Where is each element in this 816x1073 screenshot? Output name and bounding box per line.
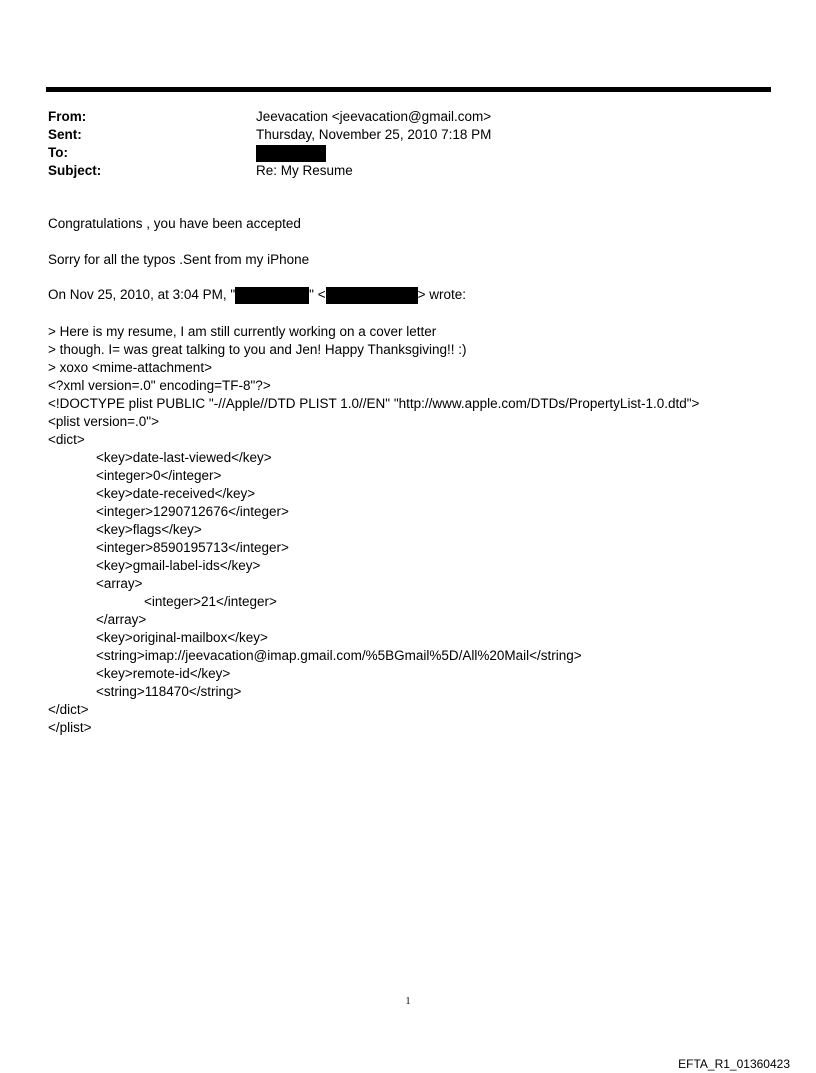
quoted-line: <string>118470</string>: [96, 684, 242, 699]
quoted-line: > though. I= was great talking to you and Jen! Happy Thanksgiving!! :): [48, 342, 467, 357]
quote-prefix: On Nov 25, 2010, at 3:04 PM, ": [48, 287, 236, 302]
quoted-message-block: [48, 323, 788, 737]
quoted-line: <key>original-mailbox</key>: [96, 630, 268, 645]
redaction-box: [326, 287, 418, 304]
quoted-line: > xoxo <mime-attachment>: [48, 360, 212, 375]
quoted-line: <key>flags</key>: [96, 522, 202, 537]
quoted-line: <!DOCTYPE plist PUBLIC "-//Apple//DTD PLIST 1.0//EN" "http://www.apple.com/DTDs/PropertyList-1.0.dtd">: [48, 396, 700, 411]
from-value: Jeevacation <jeevacation@gmail.com>: [256, 109, 492, 124]
quote-attribution: [48, 286, 788, 304]
message-line-congratulations: Congratulations , you have been accepted: [48, 216, 301, 231]
sent-label: Sent:: [48, 127, 82, 142]
quote-mid: " <: [309, 287, 326, 302]
quoted-line: <key>date-last-viewed</key>: [96, 450, 272, 465]
quoted-line: <plist version=.0">: [48, 414, 159, 429]
quoted-line: <array>: [96, 576, 143, 591]
email-header: [48, 108, 768, 180]
subject-value: Re: My Resume: [256, 163, 353, 178]
message-line-signature: Sorry for all the typos .Sent from my iPhone: [48, 252, 310, 267]
to-value: [256, 144, 326, 162]
quoted-line: > Here is my resume, I am still currently working on a cover letter: [48, 324, 437, 339]
quoted-line: <integer>8590195713</integer>: [96, 540, 289, 555]
document-id: EFTA_R1_01360423: [678, 1057, 790, 1071]
redaction-box: [256, 145, 326, 162]
quoted-line: <key>date-received</key>: [96, 486, 256, 501]
redaction-box: [235, 287, 309, 304]
quoted-line: <integer>21</integer>: [144, 594, 277, 609]
quoted-line: <key>gmail-label-ids</key>: [96, 558, 261, 573]
header-divider-rule: [46, 87, 771, 92]
quoted-line: <integer>1290712676</integer>: [96, 504, 289, 519]
quoted-line: <?xml version=.0" encoding=TF-8"?>: [48, 378, 271, 393]
quoted-line: <string>imap://jeevacation@imap.gmail.com/%5BGmail%5D/All%20Mail</string>: [96, 648, 582, 663]
header-sent-row: [48, 126, 768, 144]
sent-value: Thursday, November 25, 2010 7:18 PM: [256, 127, 492, 142]
quote-suffix: > wrote:: [417, 287, 466, 302]
quoted-line: <key>remote-id</key>: [96, 666, 231, 681]
header-from-row: [48, 108, 768, 126]
quoted-line: </dict>: [48, 702, 89, 717]
subject-label: Subject:: [48, 163, 102, 178]
quoted-line: <dict>: [48, 432, 85, 447]
quoted-line: </plist>: [48, 720, 92, 735]
to-label: To:: [48, 145, 68, 160]
header-subject-row: [48, 162, 768, 180]
header-to-row: [48, 144, 768, 162]
quoted-line: <integer>0</integer>: [96, 468, 222, 483]
from-label: From:: [48, 109, 87, 124]
page-number: 1: [405, 996, 411, 1007]
quoted-line: </array>: [96, 612, 147, 627]
